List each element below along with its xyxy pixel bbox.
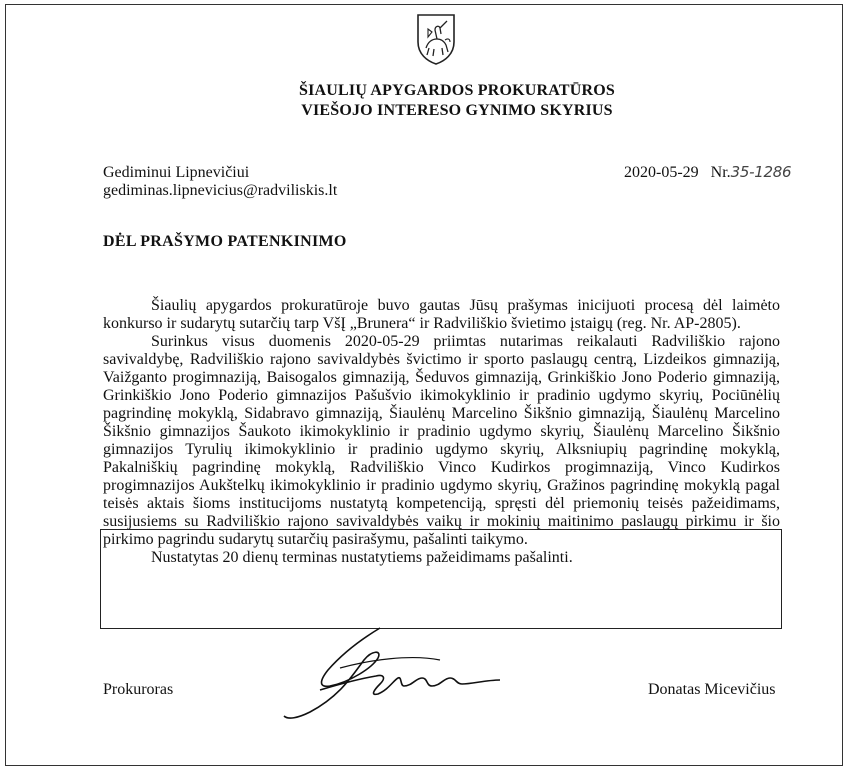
date-and-number: [624, 163, 791, 182]
letter-subject: DĖL PRAŠYMO PATENKINIMO: [103, 233, 347, 250]
highlight-box: [100, 529, 782, 629]
coat-of-arms-icon: [415, 12, 457, 66]
letter-date: 2020-05-29: [624, 164, 699, 181]
signer-role: Prokuroras: [103, 681, 174, 698]
handwritten-signature: [280, 620, 520, 730]
number-label: Nr.: [710, 164, 731, 181]
registration-number: 35-1286: [730, 163, 792, 181]
body-paragraph-1: Šiaulių apygardos prokuratūroje buvo gautas Jūsų prašymas inicijuoti procesą dėl laimėto konkurso ir sudarytų sutarčių tarp VšĮ „Brunera“ ir Radviliškio švietimo įstaigų (reg. Nr. AP-2805).: [103, 297, 780, 332]
letter-body: [103, 297, 780, 567]
organization-name-line1: ŠIAULIŲ APYGARDOS PROKURATŪROS: [299, 82, 615, 99]
recipient-name: Gediminui Lipnevičiui: [103, 164, 250, 181]
recipient-email: gediminas.lipnevicius@radviliskis.lt: [103, 182, 338, 199]
organization-name-line2: VIEŠOJO INTERESO GYNIMO SKYRIUS: [301, 102, 613, 119]
body-paragraph-2: Surinkus visus duomenis 2020-05-29 priimtas nutarimas reikalauti Radviliškio rajono savivaldybę, Radviliškio rajono savivaldybės švictimo ir sporto paslaugų centrą, Lizdeikos gimnaziją, Vaižganto progimnaziją, Baisogalos gimnaziją, Šeduvos gimnaziją, Grinkiškio Jono Poderio gimnaziją, Grinkiškio Jono Poderio gimnazijos Pašušvio ikimokyklinio ir pradinio ugdymo skyrių, Pociūnėlių pagrindinę mokyklą, Sidabravo gimnaziją, Šiaulėnų Marcelino Šikšnio gimnaziją, Šiaulėnų Marcelino Šikšnio gimnazijos Šaukoto ikimokyklinio ir pradinio ugdymo skyrių, Šiaulėnų Marcelino Šikšnio gimnazijos Tyrulių ikimokyklinio ir pradinio ugdymo skyrių, Alksniupių pagrindinę mokyklą, Pakalniškių pagrindinę mokyklą, Radviliškio Vinco Kudirkos progimnaziją, Vinco Kudirkos progimnazijos Aukštelkų ikimokyklinio ir pradinio ugdymo skyrių, Gražinos pagrindinę mokyklą pagal teisės aktais šioms institucijoms nustatytą kompetenciją, spręsti dėl priemonių teisės pažeidimams, susijusiems su Radviliškio rajono savivaldybės vaikų ir mokinių maitinimo paslaugų pirkimu ir šio pirkimo pagrindu sudarytų sutarčių pasirašymu, pašalinti taikymo.: [103, 333, 780, 548]
signer-name: Donatas Micevičius: [648, 681, 776, 698]
body-paragraph-3: Nustatytas 20 dienų terminas nustatytiems pažeidimams pašalinti.: [151, 549, 573, 566]
